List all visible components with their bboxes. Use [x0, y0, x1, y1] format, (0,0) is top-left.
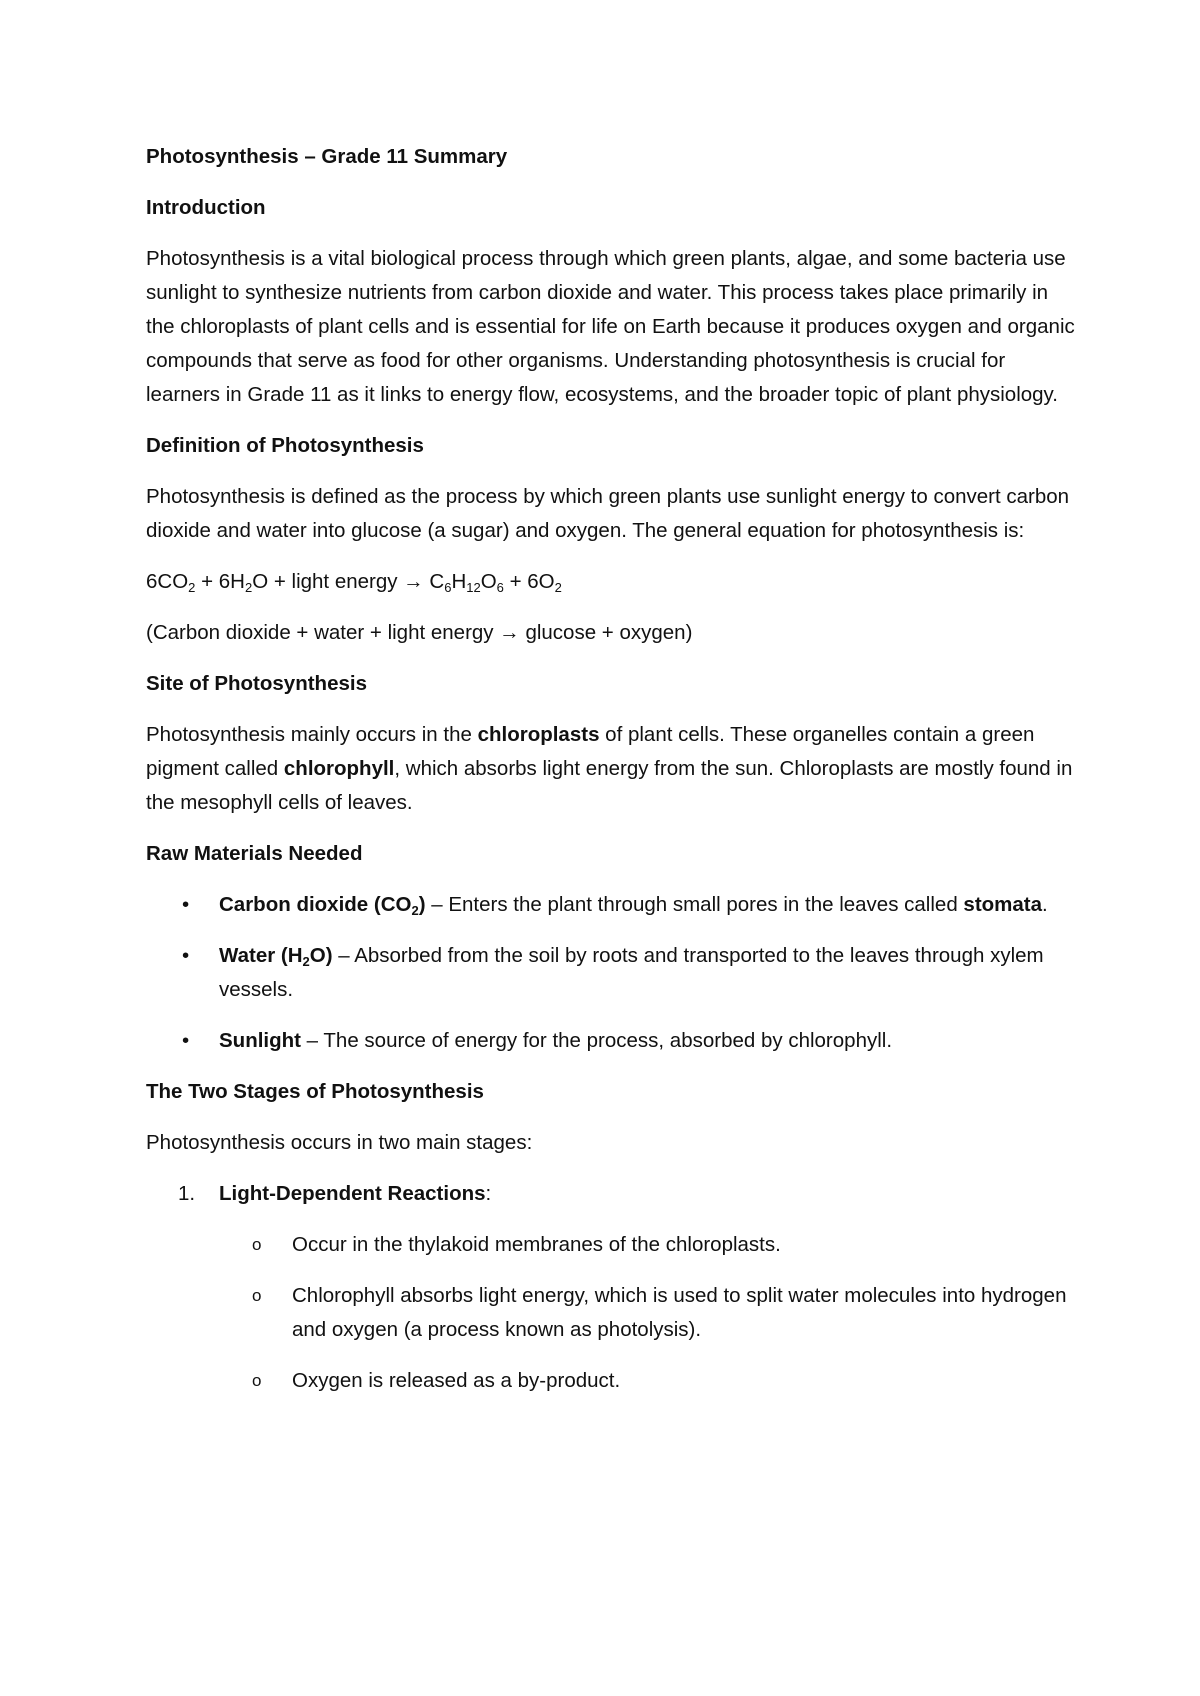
circle-bullet-icon: o [252, 1286, 262, 1305]
raw-materials-list [146, 888, 1076, 1058]
circle-bullet-icon: o [252, 1371, 262, 1390]
list-item: 1. Light-Dependent Reactions: o Occur in the thylakoid membranes of the chloroplasts. o Chlorophyll absorbs light energy, which is used to split water molecules into hydrogen and oxygen (a process known as photolysis). o Oxygen is released as a by-product. [146, 1177, 1076, 1398]
list-item: o Chlorophyll absorbs light energy, which is used to split water molecules into hydrogen and oxygen (a process known as photolysis). [219, 1279, 1076, 1347]
list-item: o Occur in the thylakoid membranes of the chloroplasts. [219, 1228, 1076, 1262]
introduction-heading: Introduction [146, 196, 266, 219]
stages-list [146, 1177, 1076, 1398]
circle-bullet-icon: o [252, 1235, 262, 1254]
definition-paragraph: Photosynthesis is defined as the process by which green plants use sunlight energy to convert carbon dioxide and water into glucose (a sugar) and oxygen. The general equation for photosynthesis is: [146, 485, 1070, 542]
list-item: • Carbon dioxide $(CO_2)$ – Enters the plant through small pores in the leaves called stomata. [146, 888, 1076, 922]
document-page [146, 140, 1076, 1415]
stage-label: Light-Dependent Reactions [219, 1182, 486, 1205]
list-item: • Sunlight – The source of energy for the process, absorbed by chlorophyll. [146, 1024, 1076, 1058]
raw-materials-heading: Raw Materials Needed [146, 842, 363, 865]
list-item: • Water $(H_2O)$ – Absorbed from the soil by roots and transported to the leaves through xylem vessels. [146, 939, 1076, 1007]
site-paragraph: Photosynthesis mainly occurs in the chloroplasts of plant cells. These organelles contain a green pigment called chlorophyll, which absorbs light energy from the sun. Chloroplasts are mostly found in the mesophyll cells of leaves. [146, 723, 1073, 814]
list-number: 1. [178, 1182, 196, 1205]
definition-heading: Definition of Photosynthesis [146, 434, 424, 457]
bullet-icon: • [182, 1029, 190, 1052]
stages-heading: The Two Stages of Photosynthesis [146, 1080, 484, 1103]
list-item: o Oxygen is released as a by-product. [219, 1364, 1076, 1398]
site-heading: Site of Photosynthesis [146, 672, 367, 695]
introduction-paragraph: Photosynthesis is a vital biological process through which green plants, algae, and some bacteria use sunlight to synthesize nutrients from carbon dioxide and water. This process takes place primarily in the chloroplasts of plant cells and is essential for life on Earth because it produces oxygen and organic compounds that serve as food for other organisms. Understanding photosynthesis is crucial for learners in Grade 11 as it links to energy flow, ecosystems, and the broader topic of plant physiology. [146, 247, 1075, 406]
stage-points-list [219, 1228, 1076, 1398]
word-equation: (Carbon dioxide + water + light energy → glucose + oxygen) [146, 621, 693, 644]
chemical-equation: $6CO_2 + 6H_2O$ + light energy → $C_6H_{12}O_6 + 6O_2$ [146, 570, 562, 595]
stages-intro: Photosynthesis occurs in two main stages: [146, 1131, 533, 1154]
bullet-icon: • [182, 944, 190, 967]
bullet-icon: • [182, 893, 190, 916]
document-title: Photosynthesis – Grade 11 Summary [146, 145, 508, 168]
